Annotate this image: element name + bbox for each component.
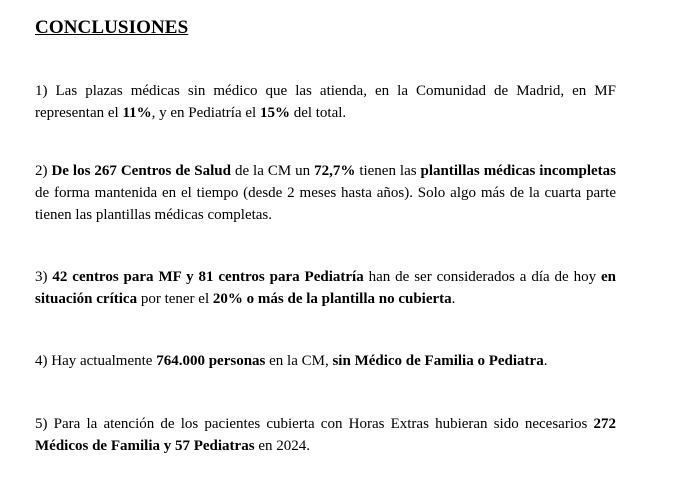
conclusion-4	[35, 350, 616, 372]
bold-text-segment: sin Médico de Familia o Pediatra	[332, 353, 544, 369]
text-segment: tienen las	[355, 163, 421, 179]
bold-text-segment: 272 Médicos de Familia y 57 Pediatras	[35, 416, 616, 454]
text-segment: .	[543, 353, 548, 369]
text-segment: en 2024.	[254, 438, 310, 454]
text-segment: de forma mantenida en el tiempo (desde 2 meses hasta años). Solo algo más de la cuarta parte tienen las plantillas médicas completas.	[35, 185, 616, 223]
text-segment: 1) Las plazas médicas sin médico que las atienda, en la Comunidad de Madrid, en MF representan el	[35, 83, 616, 121]
bold-text-segment: en situación crítica	[35, 269, 616, 307]
bold-text-segment: plantillas médicas incompletas	[420, 163, 616, 179]
bold-text-segment: De los 267 Centros de Salud	[51, 163, 231, 179]
bold-text-segment: 20% o más de la plantilla no cubierta	[212, 291, 452, 307]
text-segment: en la CM,	[265, 353, 333, 369]
text-segment: de la CM un	[230, 163, 315, 179]
text-segment: 2)	[35, 163, 52, 179]
bold-text-segment: 42 centros para MF y 81 centros para Pediatría	[52, 269, 364, 285]
page-title: CONCLUSIONES	[35, 17, 189, 38]
text-segment: , y en Pediatría el	[151, 105, 260, 121]
text-segment: 3)	[35, 269, 53, 285]
text-segment: del total.	[289, 105, 347, 121]
bold-text-segment: 11%	[122, 105, 152, 121]
text-segment: .	[451, 291, 456, 307]
conclusion-2	[35, 160, 616, 226]
bold-text-segment: 72,7%	[314, 163, 356, 179]
conclusion-3	[35, 266, 616, 310]
text-segment: han de ser considerados a día de hoy	[363, 269, 601, 285]
bold-text-segment: 15%	[259, 105, 290, 121]
text-segment: 4) Hay actualmente	[35, 353, 157, 369]
conclusion-1	[35, 80, 616, 124]
conclusion-5	[35, 413, 616, 457]
bold-text-segment: 764.000 personas	[156, 353, 266, 369]
text-segment: 5) Para la atención de los pacientes cubierta con Horas Extras hubieran sido necesarios	[35, 416, 594, 432]
text-segment: por tener el	[137, 291, 213, 307]
